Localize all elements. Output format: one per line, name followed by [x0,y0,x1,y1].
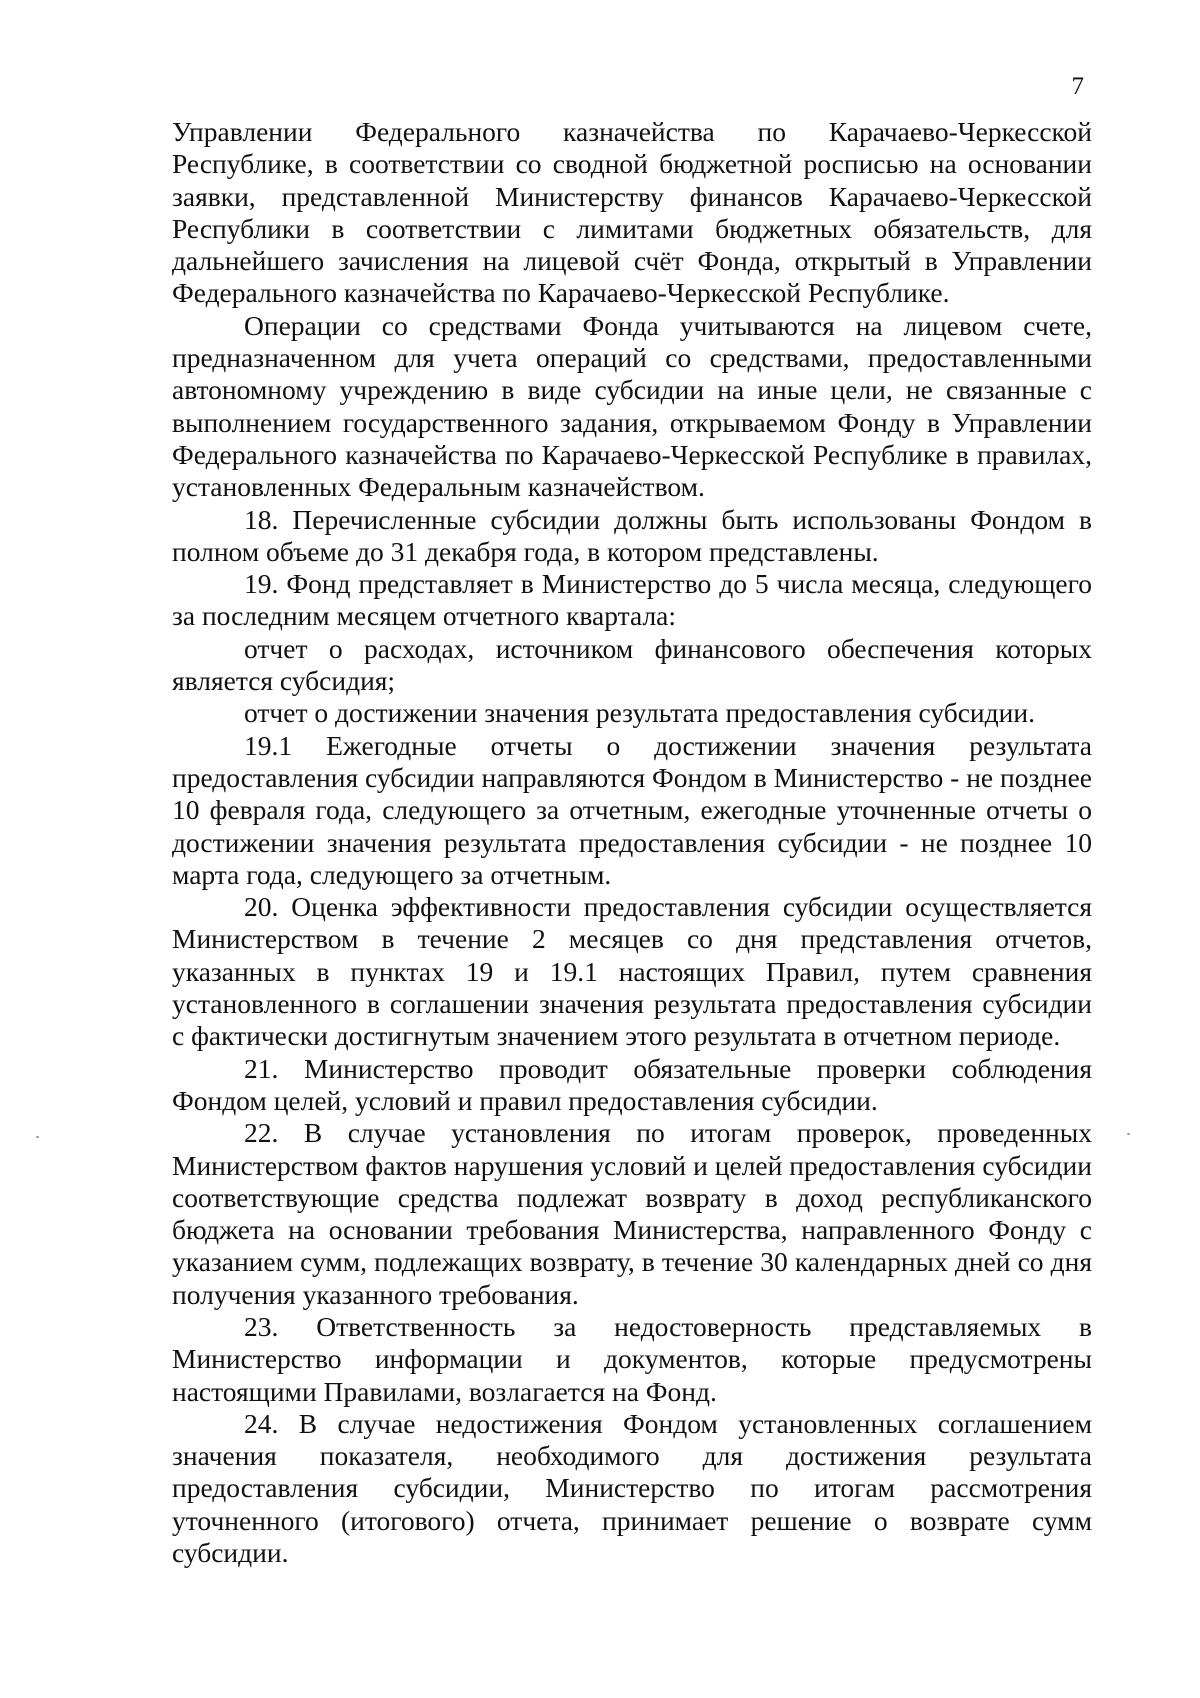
paragraph-18: 18. Перечисленные субсидии должны быть использованы Фондом в полном объеме до 31 декабря года, в котором представлены. [172,503,1092,567]
scan-speck [36,1136,39,1138]
paragraph-continuation: Управлении Федерального казначейства по Карачаево-Черкесской Республике, в соответствии со сводной бюджетной росписью на основании заявки, представленной Министерству финансов Карачаево-Черкесской Республики в соответствии с лимитами бюджетных обязательств, для дальнейшего зачисления на лицевой счёт Фонда, открытый в Управлении Федерального казначейства по Карачаево-Черкесской Республике. [172,116,1092,309]
page-number: 7 [1071,73,1084,100]
paragraph-19: 19. Фонд представляет в Министерство до 5 числа месяца, следующего за последним месяцем отчетного квартала: [172,568,1092,632]
paragraph-22: 22. В случае установления по итогам проверок, проведенных Министерством фактов нарушения условий и целей предоставления субсидии соответствующие средства подлежат возврату в доход республиканского бюджета на основании требования Министерства, направленного Фонду с указанием сумм, подлежащих возврату, в течение 30 календарных дней со дня получения указанного требования. [172,1117,1092,1310]
paragraph-21: 21. Министерство проводит обязательные проверки соблюдения Фондом целей, условий и правил предоставления субсидии. [172,1052,1092,1116]
paragraph-19-report-result: отчет о достижении значения результата предоставления субсидии. [244,697,1035,729]
paragraph-19-report-expenses: отчет о расходах, источником финансового обеспечения которых является субсидия; [172,632,1092,697]
paragraph-19-1: 19.1 Ежегодные отчеты о достижении значения результата предоставления субсидии направляются Фондом в Министерство - не позднее 10 февраля года, следующего за отчетным, ежегодные уточненные отчеты о достижении значения результата предоставления субсидии - не позднее 10 марта года, следующего за отчетным. [172,729,1092,890]
paragraph-operations: Операции со средствами Фонда учитываются на лицевом счете, предназначенном для учета операций со средствами, предоставленными автономному учреждению в виде субсидии на иные цели, не связанные с выполнением государственного задания, открываемом Фонду в Управлении Федерального казначейства по Карачаево-Черкесской Республике в правилах, установленных Федеральным казначейством. [172,309,1092,503]
document-body [172,116,1092,1569]
scan-speck [1127,1133,1130,1135]
paragraph-23: 23. Ответственность за недостоверность представляемых в Министерство информации и документов, которые предусмотрены настоящими Правилами, возлагается на Фонд. [172,1310,1092,1407]
paragraph-24: 24. В случае недостижения Фондом установленных соглашением значения показателя, необходимого для достижения результата предоставления субсидии, Министерство по итогам рассмотрения уточненного (итогового) отчета, принимает решение о возврате сумм субсидии. [172,1407,1092,1569]
paragraph-20: 20. Оценка эффективности предоставления субсидии осуществляется Министерством в течение 2 месяцев со дня представления отчетов, указанных в пунктах 19 и 19.1 настоящих Правил, путем сравнения установленного в соглашении значения результата предоставления субсидии с фактически достигнутым значением этого результата в отчетном периоде. [172,891,1092,1052]
